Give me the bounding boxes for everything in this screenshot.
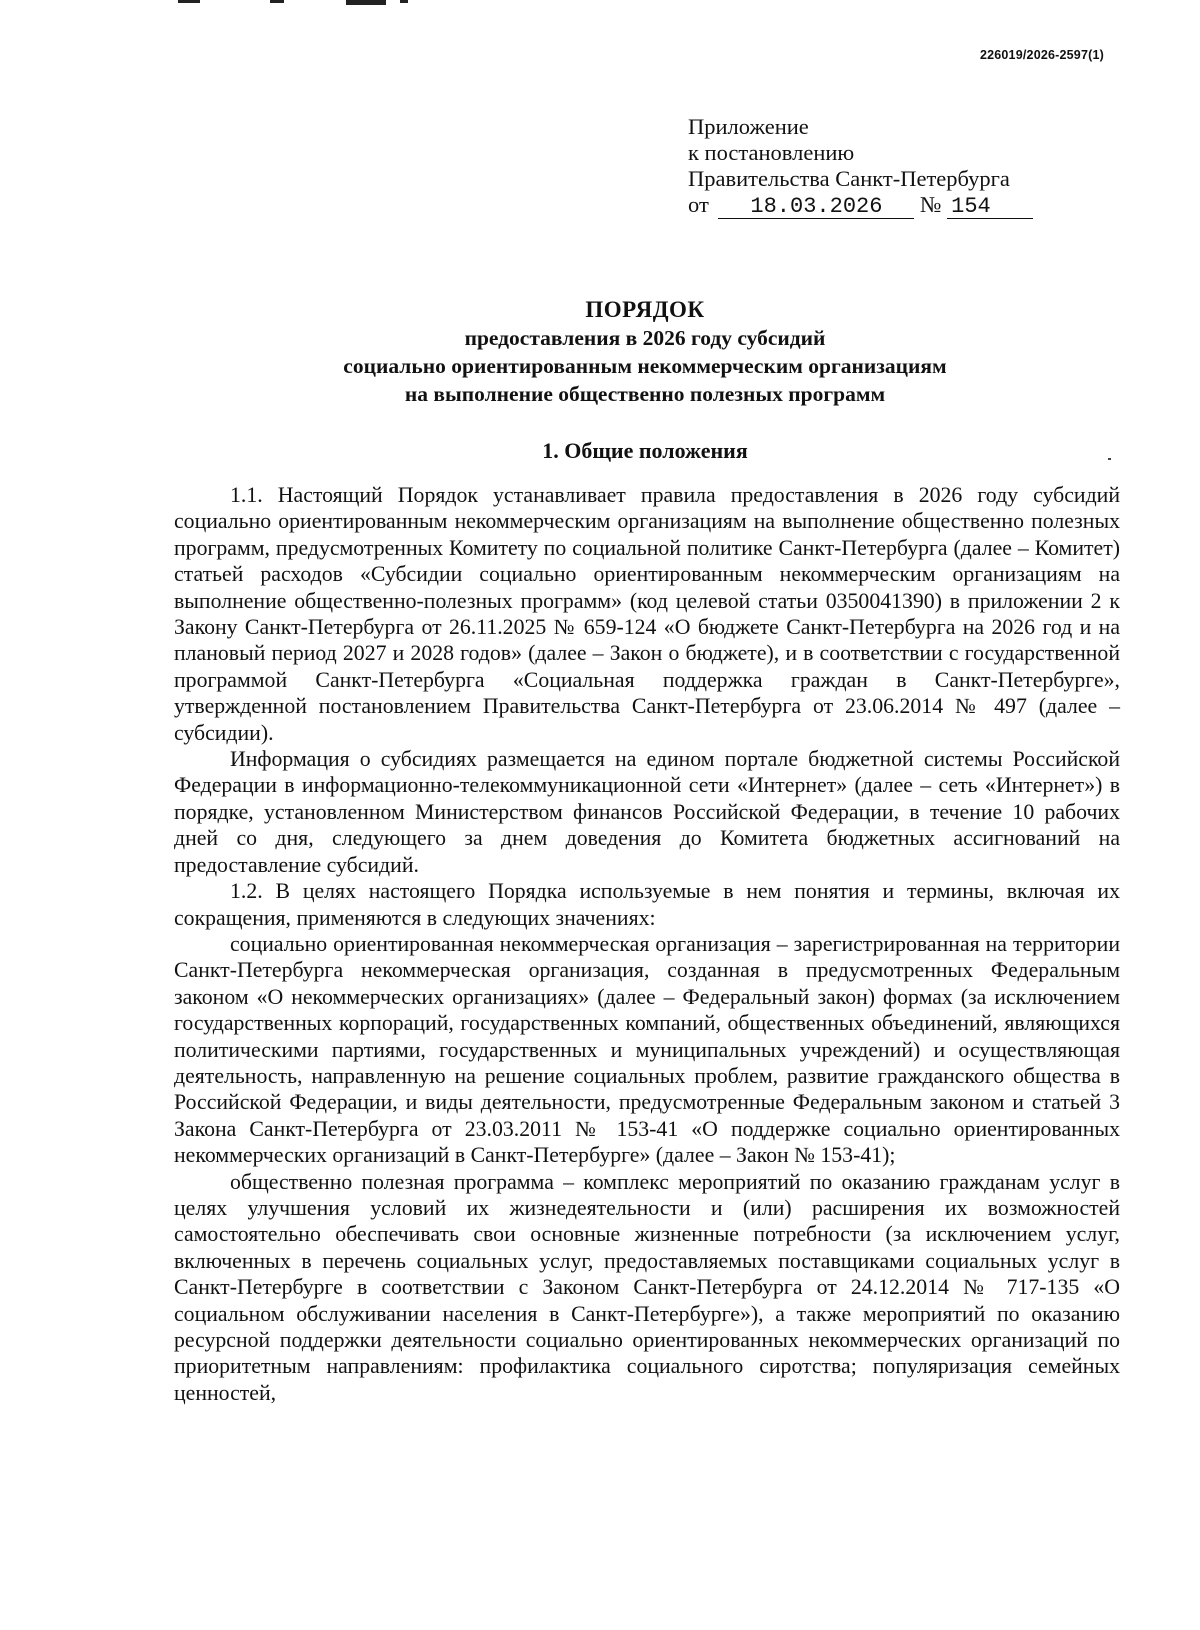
appendix-line-3: Правительства Санкт-Петербурга <box>688 166 1010 191</box>
paragraph: 1.1. Настоящий Порядок устанавливает правила предоставления в 2026 году субсидий социально ориентированным некоммерческим организациям на выполнение общественно полезных программ, предусмотренных Комитету по социальной политике Санкт-Петербурга (далее – Комитет) статьей расходов «Субсидии социально ориентированным некоммерческим организациям на выполнение общественно-полезных программ» (код целевой статьи 0350041390) в приложении 2 к Закону Санкт-Петербурга от 26.11.2025 № 659-124 «О бюджете Санкт-Петербурга на 2026 год и на плановый период 2027 и 2028 годов» (далее – Закон о бюджете), и в соответствии с государственной программой Санкт-Петербурга «Социальная поддержка граждан в Санкт-Петербурге», утвержденной постановлением Правительства Санкт-Петербурга от 23.06.2014 № 497 (далее – субсидии). <box>174 483 1120 745</box>
title-line-3: социально ориентированным некоммерческим организациям <box>343 354 947 378</box>
paragraph: общественно полезная программа – комплекс мероприятий по оказанию гражданам услуг в целях улучшения условий их жизнедеятельности и (или) расширения их возможностей самостоятельно обеспечивать свои основные жизненные потребности (за исключением услуг, включенных в перечень социальных услуг, предоставляемых поставщиками социальных услуг в Санкт-Петербурге в соответствии с Законом Санкт-Петербурга от 24.12.2014 № 717-135 «О социальном обслуживании населения в Санкт-Петербурге»), а также мероприятий по оказанию ресурсной поддержки деятельности социально ориентированных некоммерческих организаций по приоритетным направлениям: профилактика социального сиротства; популяризация семейных ценностей, <box>174 1169 1120 1405</box>
title-main: ПОРЯДОК <box>585 297 705 322</box>
document-title <box>0 296 1200 408</box>
appendix-line-1: Приложение <box>688 114 809 139</box>
title-line-4: на выполнение общественно полезных программ <box>404 382 886 406</box>
registration-number: 226019/2026-2597(1) <box>979 48 1104 62</box>
decree-number: 154 <box>947 196 1033 219</box>
scan-artifacts <box>178 0 438 6</box>
paragraph: социально ориентированная некоммерческая организация – зарегистрированная на территории Санкт-Петербурга некоммерческая организация, созданная в предусмотренных Федеральным законом «О некоммерческих организациях» (далее – Федеральный закон) формах (за исключением государственных корпораций, государственных компаний, общественных объединений, являющихся политическими партиями, государственных и муниципальных учреждений) и осуществляющая деятельность, направленную на решение социальных проблем, развитие гражданского общества в Российской Федерации, и виды деятельности, предусмотренные Федеральным законом и статьей 3 Закона Санкт-Петербурга от 23.03.2011 № 153-41 «О поддержке социально ориентированных некоммерческих организаций в Санкт-Петербурге» (далее – Закон № 153-41); <box>174 931 1120 1168</box>
title-line-2: предоставления в 2026 году субсидий <box>464 326 826 350</box>
document-body <box>174 482 1120 1406</box>
scan-speck <box>1108 458 1111 460</box>
number-prefix: № <box>920 192 942 217</box>
paragraph: Информация о субсидиях размещается на едином портале бюджетной системы Российской Федерации в информационно-телекоммуникационной сети «Интернет» (далее – сеть «Интернет») в порядке, установленном Министерством финансов Российской Федерации, в течение 10 рабочих дней со дня, следующего за днем доведения до Комитета бюджетных ассигнований на предоставление субсидий. <box>174 747 1120 877</box>
date-prefix: от <box>688 192 709 217</box>
decree-date: 18.03.2026 <box>718 196 914 219</box>
appendix-line-2: к постановлению <box>688 140 855 165</box>
section-heading: 1. Общие положения <box>542 438 748 463</box>
paragraph: 1.2. В целях настоящего Порядка используемые в нем понятия и термины, включая их сокращения, применяются в следующих значениях: <box>174 879 1120 930</box>
appendix-date-line <box>688 192 1033 219</box>
appendix-block <box>688 114 1033 219</box>
